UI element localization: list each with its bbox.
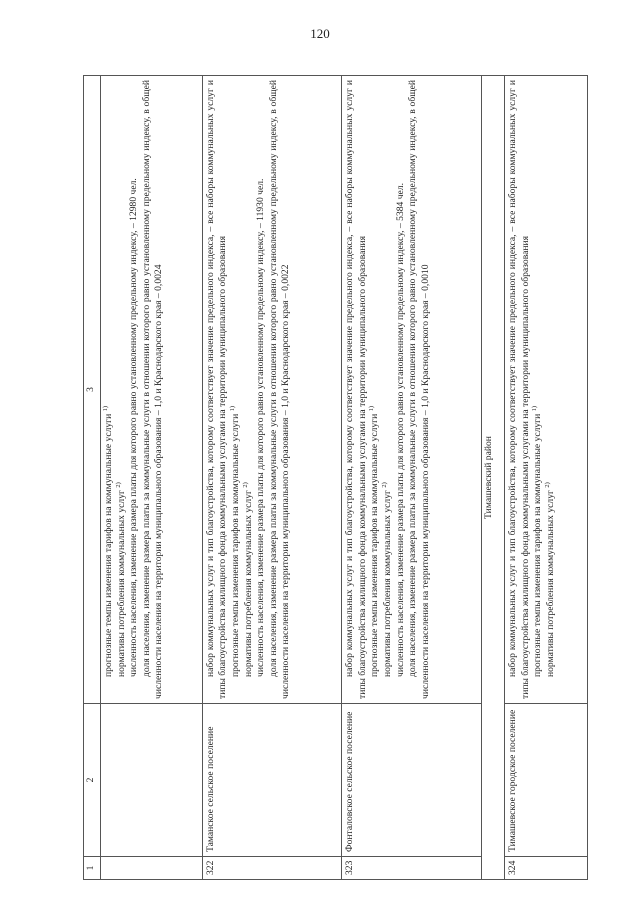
row-details: [101, 76, 203, 704]
row-number: 323: [342, 857, 481, 880]
detail-paragraph: численность населения, изменение размера платы для которого равно установленному предельному индексу, – 11930 чел.: [255, 178, 267, 677]
row-details: [342, 76, 481, 704]
detail-paragraph: доля населения, изменение размера платы за коммунальные услуги в отношении которого равно установленному предельному индексу, в общей численности населения на территории муниципального образования – 1,0 и Краснодарского края – 0,0024: [140, 80, 165, 699]
detail-paragraph: набор коммунальных услуг и тип благоустройства, которому соответствует значение предельного индекса, – все наборы коммунальных услуг и типы благоустройства жилищного фонда коммунальными услугами на территории муниципального образования: [344, 80, 368, 699]
table-row-continued: [101, 76, 203, 880]
detail-paragraph: набор коммунальных услуг и тип благоустройства, которому соответствует значение предельного индекса, – все наборы коммунальных услуг и типы благоустройства жилищного фонда коммунальными услугами на территории муниципального образования: [204, 80, 229, 699]
table-row: [202, 76, 341, 880]
settlement-name: Фонталовское сельское поселение: [342, 704, 481, 857]
detail-paragraph: прогнозные темпы изменения тарифов на коммунальные услуги $^{1)}$: [531, 405, 544, 677]
detail-paragraph: доля населения, изменение размера платы за коммунальные услуги в отношении которого равно установленному предельному индексу, в общей численности населения на территории муниципального образования – 1,0 и Краснодарского края – 0,0010: [407, 80, 431, 699]
row-number: 324: [505, 857, 588, 880]
settlement-name: [101, 704, 203, 857]
detail-paragraph: набор коммунальных услуг и тип благоустройства, которому соответствует значение предельного индекса, – все наборы коммунальных услуг и типы благоустройства жилищного фонда коммунальными услугами на территории муниципального образования: [507, 80, 531, 699]
settlement-name: Таманское сельское поселение: [202, 704, 341, 857]
header-col-3: 3: [84, 76, 101, 704]
district-row: [481, 76, 504, 880]
detail-paragraph: нормативы потребления коммунальных услуг $^{2)}$: [241, 482, 254, 677]
detail-paragraph: численность населения, изменение размера платы для которого равно установленному предельному индексу, – 12980 чел.: [128, 178, 140, 677]
header-col-2: 2: [84, 704, 101, 857]
indices-table: [83, 75, 588, 880]
detail-paragraph: прогнозные темпы изменения тарифов на коммунальные услуги $^{1)}$: [368, 405, 381, 677]
header-col-1: 1: [84, 857, 101, 880]
settlement-name: Тимашевское городское поселение: [505, 704, 588, 857]
table-row: [505, 76, 588, 880]
row-number: [101, 857, 203, 880]
row-number: 322: [202, 857, 341, 880]
detail-paragraph: численность населения, изменение размера платы для которого равно установленному предельному индексу, – 5384 чел.: [394, 183, 406, 677]
header-row: [84, 76, 101, 880]
detail-paragraph: нормативы потребления коммунальных услуг $^{2)}$: [114, 482, 127, 677]
row-details: [505, 76, 588, 704]
detail-paragraph: прогнозные темпы изменения тарифов на коммунальные услуги $^{1)}$: [101, 405, 114, 677]
detail-paragraph: доля населения, изменение размера платы за коммунальные услуги в отношении которого равно установленному предельному индексу, в общей численности населения на территории муниципального образования – 1,0 и Краснодарского края – 0,0022: [267, 80, 292, 699]
row-details: [202, 76, 341, 704]
detail-paragraph: прогнозные темпы изменения тарифов на коммунальные услуги $^{1)}$: [228, 405, 241, 677]
detail-paragraph: нормативы потребления коммунальных услуг $^{2)}$: [380, 482, 394, 677]
table-row: [342, 76, 481, 880]
page-number: 120: [310, 26, 330, 41]
detail-paragraph: нормативы потребления коммунальных услуг $^{2)}$: [543, 482, 556, 677]
district-heading: Тимашевский район: [481, 76, 504, 880]
table-sheet: [83, 75, 588, 880]
